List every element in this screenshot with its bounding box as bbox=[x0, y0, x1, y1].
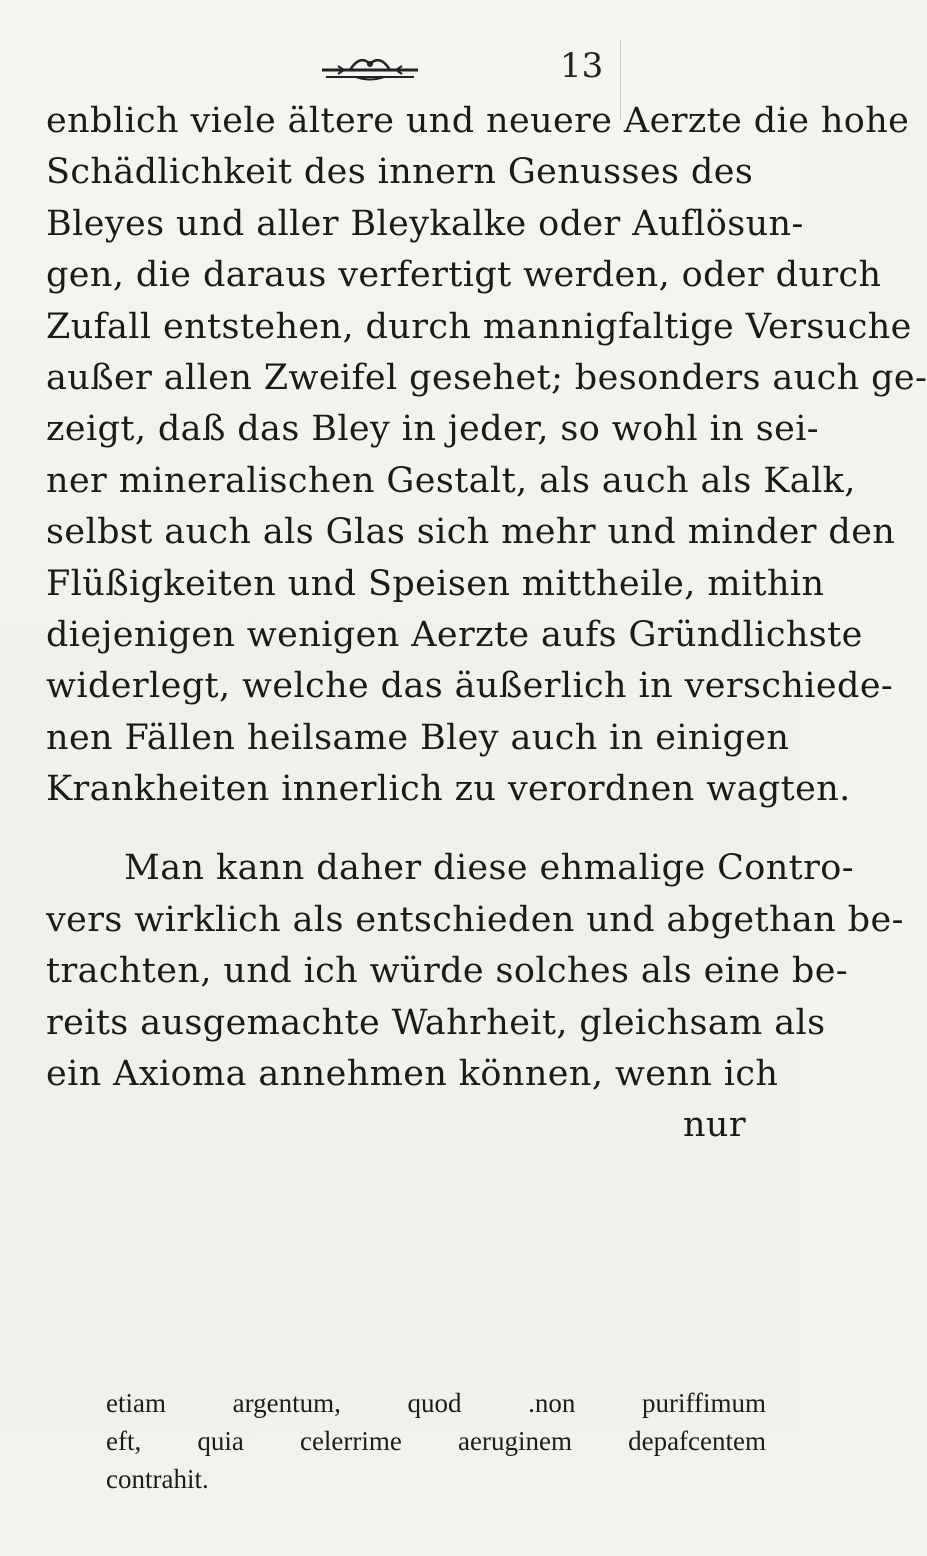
text-line: nen Fällen heilsame Bley auch in einigen bbox=[46, 717, 790, 758]
footnote-line: etiam argentum, quod .non puriffimum bbox=[106, 1388, 766, 1418]
text-line: diejenigen wenigen Aerzte aufs Gründlichste bbox=[46, 614, 863, 655]
text-line: widerlegt, welche das äußerlich in verschiede- bbox=[46, 666, 894, 707]
catchword: nur bbox=[682, 1105, 746, 1146]
paragraph-2 bbox=[46, 843, 904, 1151]
text-line: Krankheiten innerlich zu verordnen wagten. bbox=[46, 769, 851, 810]
main-text bbox=[46, 96, 927, 1152]
page-number: 13 bbox=[560, 46, 604, 86]
ornamental-vignette-icon bbox=[320, 50, 420, 86]
text-line: Schädlichkeit des innern Genusses des bbox=[46, 152, 754, 193]
text-line: selbst auch als Glas sich mehr und minder den bbox=[46, 512, 896, 553]
footnote bbox=[106, 1384, 766, 1498]
text-line: ein Axioma annehmen können, wenn ich bbox=[46, 1054, 779, 1095]
text-line: Zufall entstehen, durch mannigfaltige Versuche bbox=[46, 306, 912, 347]
text-line: Man kann daher diese ehmalige Contro- bbox=[124, 848, 854, 889]
text-line: Bleyes und aller Bleykalke oder Auflösun- bbox=[46, 203, 804, 244]
paragraph-1 bbox=[46, 96, 927, 815]
text-line: enblich viele ältere und neuere Aerzte die hohe bbox=[46, 101, 910, 141]
text-line: trachten, und ich würde solches als eine be- bbox=[46, 951, 849, 992]
text-line: Flüßigkeiten und Speisen mittheile, mithin bbox=[46, 563, 825, 604]
text-line: ner mineralischen Gestalt, als auch als Kalk, bbox=[46, 460, 856, 501]
text-line: gen, die daraus verfertigt werden, oder durch bbox=[46, 255, 882, 296]
text-line: reits ausgemachte Wahrheit, gleichsam als bbox=[46, 1002, 826, 1043]
text-line: außer allen Zweifel gesehet; besonders auch ge- bbox=[46, 357, 927, 398]
page-header bbox=[0, 40, 800, 100]
footnote-line: contrahit. bbox=[106, 1464, 209, 1494]
text-line: zeigt, daß das Bley in jeder, so wohl in sei- bbox=[46, 409, 820, 450]
footnote-line: eft, quia celerrime aeruginem depafcentem bbox=[106, 1426, 766, 1456]
text-line: vers wirklich als entschieden und abgethan be- bbox=[46, 899, 904, 940]
